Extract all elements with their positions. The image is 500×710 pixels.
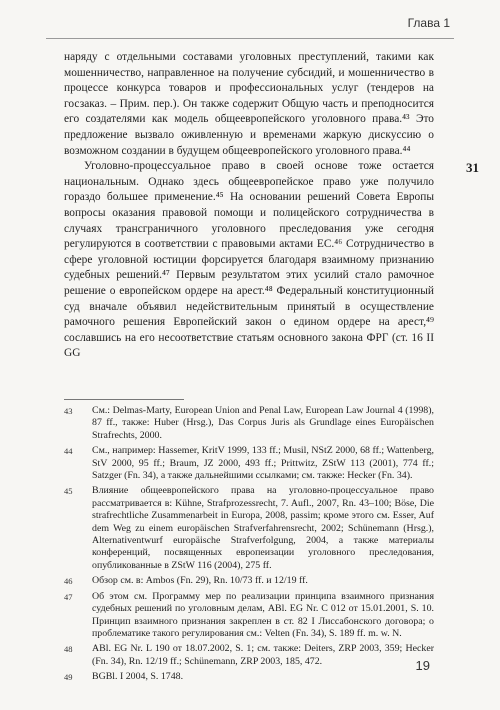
page-number: 19 — [415, 658, 430, 673]
footnote-49 — [64, 671, 434, 683]
footnote-44 — [64, 445, 434, 482]
footnote-text: Обзор см. в: Ambos (Fn. 29), Rn. 10/73 ff. и 12/19 ff. — [92, 575, 308, 587]
footnote-text: См., например: Hassemer, KritV 1999, 133 ff.; Musil, NStZ 2000, 68 ff.; Wattenberg, StV 2000, 95 ff.; Braum, JZ 2000, 493 ff.; Prittwitz, ZStW 113 (2001), 774 ff.; Satzger (Fn. 34), а также дальнейшими ссылками; см. также: Hecker (Fn. 34). — [92, 445, 434, 482]
footnote-number: 48 — [64, 644, 73, 655]
footnote-number: 44 — [64, 446, 73, 457]
footnote-47 — [64, 591, 434, 641]
paragraph-1: наряду с отдельными составами уголовных преступлений, такими как мошенничество, направленное на получение субсидий, и мошенничество в процессе конкурса товаров и профессиональных услуг (тендеров на госзаказ. – Прим. пер.). Он также содержит Общую часть и преподносится его создателями как модель общеевропейского уголовного права.⁴³ Это предложение вызвало оживленную и временами жаркую дискуссию о возможном создании в будущем общеевропейского уголовного права.⁴⁴ — [64, 51, 434, 157]
footnote-number: 45 — [64, 486, 73, 497]
margin-number: 31 — [466, 160, 479, 175]
footnote-number: 46 — [64, 576, 73, 587]
footnote-text: BGBl. I 2004, S. 1748. — [92, 671, 184, 683]
footnote-text: ABl. EG Nr. L 190 от 18.07.2002, S. 1; см. также: Deiters, ZRP 2003, 359; Hecker (Fn. 34), Rn. 12/19 ff.; Schünemann, ZRP 2003, 185, 472. — [92, 643, 434, 667]
footnote-text: Об этом см. Программу мер по реализации принципа взаимного признания судебных решений по уголовным делам, ABl. EG Nr. C 012 от 15.01.2001, S. 10. Принцип взаимного признания закреплен в ст. 82 I Лиссабонского договора; о проблематике такого регулирования см.: Velten (Fn. 34), S. 189 ff. m. w. N. — [92, 590, 434, 639]
footnote-43 — [64, 405, 434, 442]
footnote-45 — [64, 485, 434, 572]
footnote-text: См.: Delmas-Marty, European Union and Penal Law, European Law Journal 4 (1998), 87 ff., также: Huber (Hrsg.), Das Corpus Juris als Grundlage eines Europäischen Strafrechts, 2000. — [92, 405, 434, 441]
footnote-number: 49 — [64, 672, 73, 683]
paragraph-2: Уголовно-процессуальное право в своей основе тоже остается национальным. Однако здесь общеевропейское право уже получило гораздо большее применение.⁴⁵ На основании решений Совета Европы вопросы оказания правовой помощи и полицейского сотрудничества в случаях трансграничного уголовного преследования уже сегодня регулируются в соответствии с правовыми актами ЕС.⁴⁶ Сотрудничество в сфере уголовной юстиции форсируется благодаря взаимному признанию судебных решений.⁴⁷ Первым результатом этих усилий стало рамочное решение о европейском ордере на арест.⁴⁸ Федеральный конституционный суд вначале объявил недействительным принятый в осуществление рамочного решения Европейский закон о едином ордере на арест,⁴⁹ сославшись на его несоответствие статьям основного закона ФРГ (ст. 16 II GG — [64, 160, 434, 360]
footnote-number: 47 — [64, 591, 73, 602]
main-text — [64, 50, 434, 362]
footnote-46 — [64, 575, 434, 587]
footnote-number: 43 — [64, 406, 73, 416]
chapter-header: Глава 1 — [407, 16, 450, 30]
footnote-text: Влияние общеевропейского права на уголовно-процессуальное право рассматривается в: Kühne, Strafprozessrecht, 7. Aufl., 2007, Rn. 43–100; Böse, Die strafrechtliche Zusammenarbeit in Europa, 2008, passim; кроме этого см. Esser, Auf dem Weg zu einem europäischen Strafverfahrensrecht, 2002; Schünemann (Hrsg.), Alternativentwurf europäische Strafverfolgung, 2004, а также материалы конференций, посвященных европеизации уголовного преследования, опубликованные в ZStW 116 (2004), 275 ff. — [92, 485, 434, 571]
footnotes — [64, 405, 434, 687]
footnote-divider — [64, 399, 184, 400]
header-rule — [46, 38, 454, 39]
footnote-48 — [64, 643, 434, 668]
